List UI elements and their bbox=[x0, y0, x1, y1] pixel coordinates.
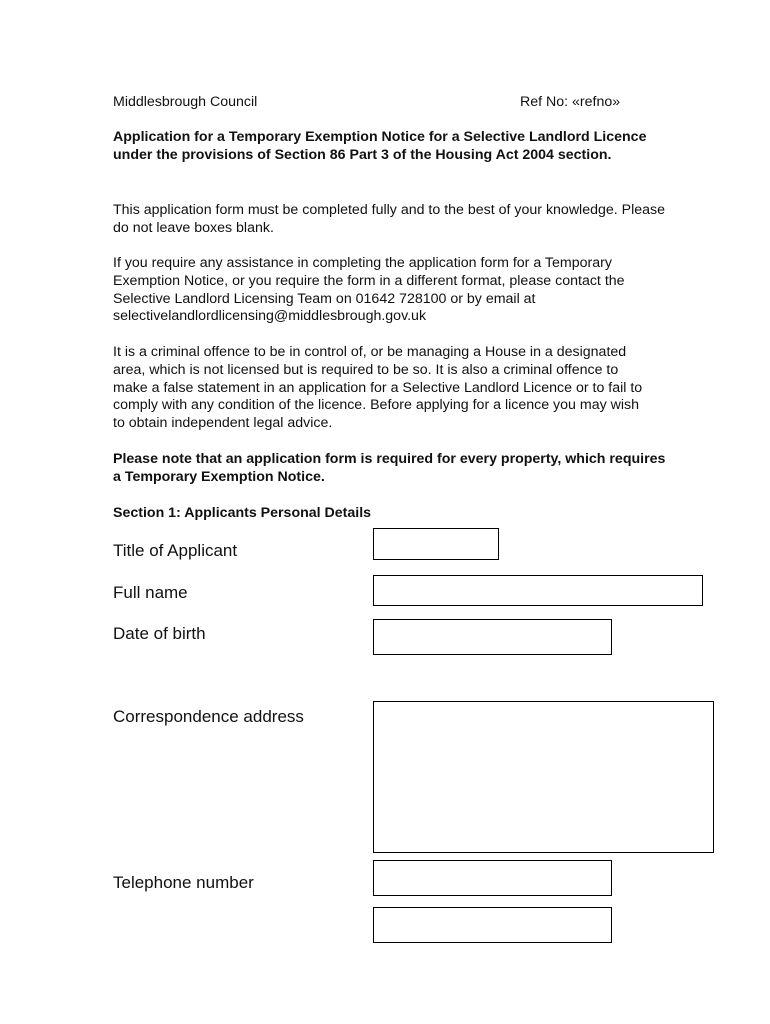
legal-warning-paragraph: It is a criminal offence to be in control of, or be managing a House in a designated area, which is not licensed but is required to be so. It is also a criminal offence to make a false statement in an application for a Selective Landlord Licence or to fail to comply with any condition of the licence. Before applying for a licence you may wish to obtain independent legal advice. bbox=[113, 344, 643, 432]
date-of-birth-label: Date of birth bbox=[113, 624, 206, 643]
reference-number: Ref No: «refno» bbox=[520, 94, 621, 110]
intro-paragraph: This application form must be completed fully and to the best of your knowledge. Please do not leave boxes blank. bbox=[113, 202, 666, 236]
telephone-number-label: Telephone number bbox=[113, 873, 254, 892]
title-of-applicant-input[interactable] bbox=[373, 528, 499, 560]
full-name-label: Full name bbox=[113, 583, 188, 602]
assistance-paragraph: If you require any assistance in completing the application form for a Temporary Exemption Notice, or you require the form in a different format, please contact the Selective Landlord Licensing Team on 01642 728100 or by email at selectivelandlordlicensing@middlesbrough.gov.uk bbox=[113, 255, 625, 325]
section-heading: Section 1: Applicants Personal Details bbox=[113, 505, 372, 521]
full-name-input[interactable] bbox=[373, 575, 703, 606]
telephone-number-secondary-input[interactable] bbox=[373, 907, 612, 943]
title-of-applicant-label: Title of Applicant bbox=[113, 541, 238, 560]
page-title: Application for a Temporary Exemption Notice for a Selective Landlord Licence under the provisions of Section 86 Part 3 of the Housing Act 2004 section. bbox=[113, 129, 647, 163]
correspondence-address-input[interactable] bbox=[373, 701, 714, 853]
telephone-number-input[interactable] bbox=[373, 860, 612, 896]
important-note: Please note that an application form is required for every property, which requires a Temporary Exemption Notice. bbox=[113, 451, 666, 485]
correspondence-address-label: Correspondence address bbox=[113, 707, 304, 726]
organisation-name: Middlesbrough Council bbox=[113, 94, 258, 110]
date-of-birth-input[interactable] bbox=[373, 619, 612, 655]
